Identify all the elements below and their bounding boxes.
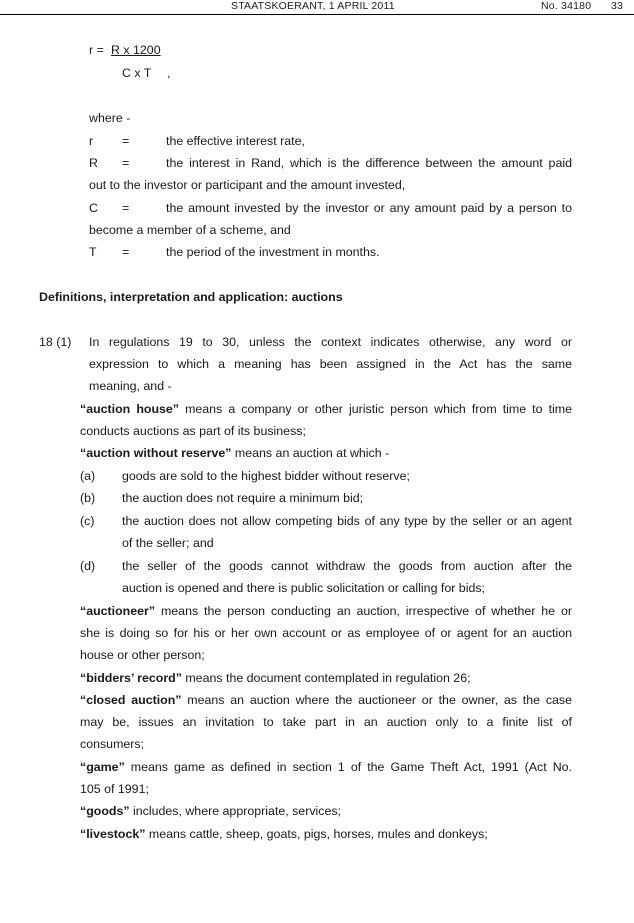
var-description: the amount invested by the investor or any amount paid by a person to [166, 201, 572, 215]
definition-auction-house [80, 401, 572, 417]
item-text-cont: auction is opened and there is public solicitation or calling for bids; [122, 581, 485, 595]
gazette-title: STAATSKOERANT, 1 APRIL 2011 [231, 0, 395, 12]
var-description: the period of the investment in months. [166, 245, 380, 259]
page-number: 33 [611, 0, 624, 12]
regulation-text: expression to which a meaning has been assigned in the Act has the same [89, 357, 572, 371]
var-symbol: R [89, 156, 98, 170]
formula-lhs: r = [89, 43, 104, 57]
definition-text: means cattle, sheep, goats, pigs, horses, mules and donkeys; [145, 827, 488, 841]
defined-term: “bidders’ record” [80, 671, 182, 685]
defined-term: “auction house” [80, 402, 179, 416]
item-text: goods are sold to the highest bidder without reserve; [122, 469, 410, 483]
var-equals: = [122, 201, 130, 215]
formula-numerator: R x 1200 [111, 43, 161, 57]
issue-number: No. 34180 [541, 0, 592, 12]
var-description: the interest in Rand, which is the difference between the amount paid [166, 156, 572, 170]
var-equals: = [122, 245, 130, 259]
item-label: (a) [80, 469, 96, 483]
var-description-cont: become a member of a scheme, and [89, 223, 291, 237]
definition-auctioneer [80, 603, 572, 619]
regulation-number: 18 (1) [39, 335, 72, 349]
definition-auction-without-reserve [80, 445, 389, 461]
definition-text: means the person conducting an auction, irrespective of whether he or [155, 604, 572, 618]
item-text: the seller of the goods cannot withdraw the goods from auction after the [122, 559, 572, 573]
definition-text: may be, issues an invitation to take part in an auction only to a finite list of [80, 715, 572, 729]
item-label: (b) [80, 491, 96, 505]
definition-text: consumers; [80, 737, 145, 751]
defined-term: “auctioneer” [80, 604, 156, 618]
var-description: the effective interest rate, [166, 134, 305, 148]
definition-text: means an auction where the auctioneer or the owner, as the case [181, 693, 572, 707]
formula-trail: , [167, 66, 171, 80]
defined-term: “closed auction” [80, 693, 182, 707]
defined-term: “goods” [80, 804, 130, 818]
definition-text: includes, where appropriate, services; [129, 804, 341, 818]
var-symbol: r [89, 134, 94, 148]
definition-text: means the document contemplated in regulation 26; [181, 671, 471, 685]
item-label: (c) [80, 514, 95, 528]
defined-term: “game” [80, 760, 125, 774]
definition-text: means game as defined in section 1 of the Game Theft Act, 1991 (Act No. [124, 760, 572, 774]
item-text-cont: of the seller; and [122, 536, 214, 550]
var-equals: = [122, 156, 130, 170]
var-equals: = [122, 134, 130, 148]
definition-text: means an auction at which - [231, 446, 390, 460]
regulation-text: In regulations 19 to 30, unless the context indicates otherwise, any word or [89, 335, 572, 349]
definition-text: conducts auctions as part of its business; [80, 424, 306, 438]
var-symbol: C [89, 201, 98, 215]
where-intro: where - [89, 111, 131, 125]
item-text: the auction does not require a minimum bid; [122, 491, 364, 505]
item-text: the auction does not allow competing bids of any type by the seller or an agent [122, 514, 572, 528]
definition-text: house or other person; [80, 648, 205, 662]
item-label: (d) [80, 559, 96, 573]
definition-game [80, 759, 572, 775]
section-heading: Definitions, interpretation and application: auctions [39, 290, 343, 304]
var-description-cont: out to the investor or participant and the amount invested, [89, 178, 406, 192]
defined-term: “livestock” [80, 827, 146, 841]
page-header [0, 0, 634, 15]
definition-livestock [80, 826, 488, 842]
definition-text: 105 of 1991; [80, 782, 149, 796]
regulation-text: meaning, and - [89, 379, 172, 393]
definition-closed-auction [80, 692, 572, 708]
var-symbol: T [89, 245, 97, 259]
definition-text: she is doing so for his or her own account or as employee of or agent for an auction [80, 626, 572, 640]
defined-term: “auction without reserve” [80, 446, 232, 460]
definition-bidders-record [80, 670, 471, 686]
definition-text: means a company or other juristic person which from time to time [179, 402, 572, 416]
formula-denominator: C x T [122, 66, 152, 80]
definition-goods [80, 803, 341, 819]
